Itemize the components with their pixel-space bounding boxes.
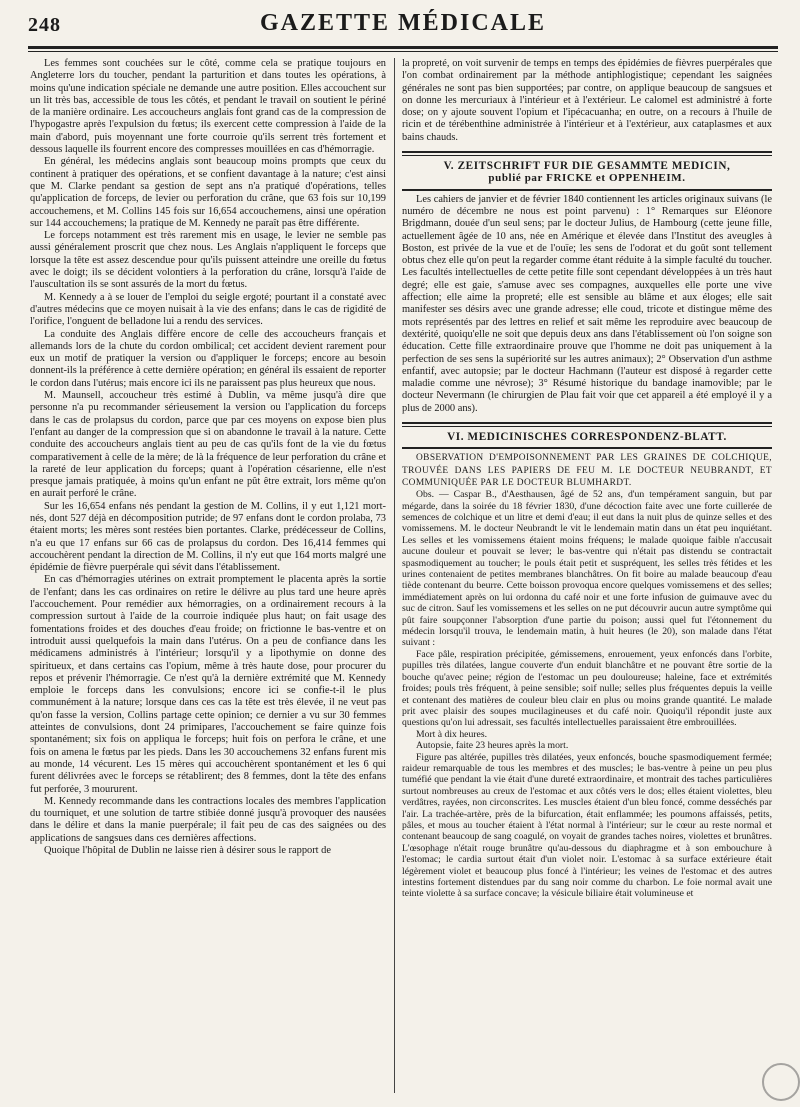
paragraph: Les femmes sont couchées sur le côté, comme cela se pratique toujours en Angleterre lors du toucher, pendant la parturition et dans toutes les opérations, à moins qu'une indication spéciale ne demande une autre position. Elles accouchent sur un lit très bas, accessible de tous les côtés, et pendant le travail on soutient le périné de la manière ordinaire. Les accoucheurs anglais font grand cas de la compression de l'hypogastre après l'expulsion du fœtus; ils exercent cette compression à l'aide de la main d'abord, puis moyennant une forte courroie qu'ils serrent très fortement et dessous laquelle ils fourrent encore des compresses mouillées en cas d'hémorragie. xyxy=(30,58,386,156)
death-line: Mort à dix heures. xyxy=(416,728,488,740)
paragraph: M. Maunsell, accoucheur très estimé à Dublin, va même jusqu'à dire que personne n'a pu recommander sérieusement la version ou l'application du forceps dans le cas de prolapsus du cordon, parce que par ces moyens on expose bien plus l'enfant au danger de la compression que si on abandonne le travail à la nature. Cette conduite des accoucheurs anglais tient au peu de cas qu'ils font de la vie du fœtus comparativement à celle de la mère; de là la fréquence de leur perforation du crâne et la rareté de leur application du forceps; quant à l'opération césarienne, elle n'est presque jamais pratiquée, à moins qu'un enfant ne pût être extrait, lors même qu'on en aurait perforé le crâne. xyxy=(30,390,386,500)
paragraph: la propreté, on voit survenir de temps en temps des épidémies de fièvres puerpérales que l'on combat ordinairement par la méthode antiphlogistique; cependant les saignées générales ne sont pas bien supportées; par contre, on applique beaucoup de sangsues et on donne les mercuriaux à l'intérieur et à l'extérieur. Le calomel est administré à forte dose; on y ajoute souvent l'opium et l'ipécacuanha; en outre, on a recours à l'huile de ricin et de térébenthine administrée à l'intérieur et à l'extérieur, aux cataplasmes et aux bains chauds. xyxy=(402,58,772,143)
section-rule xyxy=(402,422,772,424)
section-vi-title: VI. MEDICINISCHES CORRESPONDENZ-BLATT. xyxy=(447,431,727,444)
paragraph: Sur les 16,654 enfans nés pendant la gestion de M. Collins, il y eut 1,121 mort-nés, dont 527 déjà en décomposition putride; de 97 enfans dont le cordon prolaba, 73 étaient morts; les mères sont restées bien portantes. Clarke, prédécesseur de Collins, n'a eu que 17 enfans sur 66 cas de prolapsus du cordon. Des 16,414 femmes qui accouchèrent pendant la direction de M. Collins, il n'y eut que 164 morts malgré une épidémie de fièvre puerpérale qui sévit dans l'établissement. xyxy=(30,500,386,574)
section-rule xyxy=(402,426,772,427)
page-number: 248 xyxy=(28,14,61,36)
section-rule xyxy=(402,155,772,156)
paragraph: Le forceps notamment est très rarement mis en usage, le levier ne semble pas aussi généralement proscrit que chez nous. Les Anglais n'appliquent le forceps que lorsque la tête est assez descendue pour qu'ils puissent atteindre une oreille du fœtus avec le doigt; ils se décident volontiers à la perforation du crâne, lorsqu'à l'aide de l'auscultation ils se sont assurés de la mort du fœtus. xyxy=(30,230,386,291)
section-v-heading xyxy=(402,151,772,191)
paragraph: Obs. — Caspar B., d'Aesthausen, âgé de 52 ans, d'un tempérament sanguin, but par mégarde, dans la soirée du 18 février 1830, d'une décoction faite avec une forte cuillerée de semences de colchique et un litre et demi d'eau; il eut dans la nuit plus de quinze selles et des vomissemens. M. le docteur Neubrandt le vit le lendemain matin dans un état peu inquiétant. Les selles et les vomissemens étaient moins fréquens; le malade quoique faible n'accusait aucune douleur et pouvait se lever; le bas-ventre qui n'était pas distendu se contractait spasmodiquement au toucher; le pouls était petit et suspréquent, les selles très fétides et les urines contenaient de petites membranes blanchâtres. On fit boire au malade beaucoup d'eau tiède contenant du beurre. Cette boisson provoqua encore quelques vomissemens et des selles; immédiatement après on lui ordonna du café noir et une forte infusion de guimauve avec du suc de citron. Sauf les vomissemens et les selles on ne put découvrir aucun autre symptôme qui pût faire soupçonner l'absorption d'une partie du poison; aussi quel fut l'étonnement du médecin lorsqu'il trouva, le lendemain matin, à huit heures (le 20), son malade dans l'état suivant : xyxy=(402,489,772,649)
right-column xyxy=(402,58,772,1098)
section-rule xyxy=(402,189,772,191)
section-vi-heading xyxy=(402,422,772,449)
journal-title: GAZETTE MÉDICALE xyxy=(259,10,547,36)
header-rule-thin xyxy=(28,51,778,52)
paragraph: M. Kennedy a à se louer de l'emploi du seigle ergoté; pourtant il a constaté avec d'autres médecins que ce moyen nuisait à la vie des enfans; dans le cas de rigidité de l'orifice, l'onguent de belladone lui a rendu des services. xyxy=(30,291,386,328)
paragraph: En général, les médecins anglais sont beaucoup moins prompts que ceux du continent à pratiquer des opérations, et se confient davantage à la nature; c'est ainsi que M. Clarke pendant sa gestion de sept ans n'a pratiqué d'opérations, telles qu'application de forceps, de levier ou perforation du crâne, que 63 fois sur 10,199 accouchemens, et M. Collins 145 fois sur 16,654 accouchemens, ainsi une opération sur 144 accouchemens; la pratique de M. Kennedy ne paraît pas être différente. xyxy=(30,156,386,229)
paragraph: La conduite des Anglais diffère encore de celle des accoucheurs français et allemands lors de la chute du cordon ombilical; cet accident devient rarement pour eux un motif de pratiquer la version ou d'appliquer le forceps; encore au besoin donnent-ils la préférence à cette dernière opération; en général ils essaient de reporter le cordon dans l'utérus; mais encore ici ils ne paraissent pas plus heureux que nous. xyxy=(30,328,386,389)
column-divider xyxy=(394,58,395,1093)
left-column xyxy=(30,58,386,1098)
section-v-subtitle: publié par FRICKE et OPPENHEIM. xyxy=(488,172,686,185)
header-rule-thick xyxy=(28,46,778,49)
paragraph: Face pâle, respiration précipitée, gémissemens, enrouement, yeux enfoncés dans l'orbite, pupilles très dilatées, langue couverte d'un enduit blanchâtre et ne pouvant être sortie de la bouche qu'avec peine; région de l'estomac un peu douloureuse; haleine, face et extrémités froides; pouls très fréquent, à peine sensible; soif nulle; selles plus fréquentes depuis la veille et contenant des matières de couleur bleu clair en plus ou moins grande quantité. Le malade prit avec plaisir des soupes mucilagineuses et du café noir. Quoiqu'il répondit juste aux questions qu'on lui adressait, ses facultés intellectuelles paraissaient être embrouillées. xyxy=(402,648,772,729)
library-stamp-icon xyxy=(762,1063,800,1101)
paragraph: Les cahiers de janvier et de février 1840 contiennent les articles originaux suivans (le numéro de décembre ne nous est point parvenu) : 1° Remarques sur Eléonore Brigdmann, douée d'un seul sens; par le docteur Julius, de Hambourg (cette jeune fille, actuellement âgée de 10 ans, née en Amérique et élevée dans l'Institut des aveugles à Boston, est privée de la vue et de l'ouïe; les sens de l'odorat et du goût sont tellement obtus chez elle qu'on peut la regarder comme étant réduite à la simple faculté du toucher. Les facultés intellectuelles de cette petite fille sont cependant développées à un très haut degré; elle est gaie, s'amuse avec ses compagnes, auxquelles elle porte une vive affection; elle aime la propreté; elle est sensible au blâme et aux éloges; elle sait manifester ses désirs avec une grande adresse; elle coud, tricote et distingue même des mots représentés par des lettres en relief et sait même les reproduire avec beaucoup de dextérité, quoiqu'elle ne soit que depuis deux ans dans l'établissement où l'on soigne son éducation. Cette fille extraordinaire prouve que l'homme ne doit pas uniquement à la perfection de ses sens la supériorité sur les autres animaux); 2° Observation d'un asthme enfantif, avec autopsie; par le docteur Hachmann (l'auteur est disposé à regarder cette maladie comme une névrose); 3° Résumé historique du bandage inamovible; par le docteur Nevermann (le chirurgien de Plau fait voir que cet appareil a été employé il y a plus de 2000 ans). xyxy=(402,193,772,414)
observation-heading: OBSERVATION D'EMPOISONNEMENT PAR LES GRAINES DE COLCHIQUE, TROUVÉE DANS LES PAPIERS DE FEU M. LE DOCTEUR NEUBRANDT, ET COMMUNIQUÉE PAR LE DOCTEUR BLUMHARDT. xyxy=(402,453,772,488)
section-rule xyxy=(402,447,772,449)
paragraph: En cas d'hémorragies utérines on extrait promptement le placenta après la sortie de l'enfant; dans les cas ordinaires on retire le délivre au plus tard une heure après l'accouchement. Pour remédier aux hémorragies, on a ordinairement recours à la compression surtout à l'aide de la courroie indiquée plus haut; on fait usage des fomentations froides et des douches d'eau froide; on frictionne le bas-ventre et on introduit aussi quelquefois la main dans l'utérus. On a peu de confiance dans les médicamens administrés à l'intérieur; lorsqu'il y a lipothymie on donne des spiritueux, et dans certains cas l'opium, même à très haute dose, pour procurer du repos et prévenir l'hémorragie. Ce n'est qu'à la dernière extrémité que M. Kennedy emploie le forceps dans les convulsions; encore ici se confie-t-il le plus communément à la nature; lorsque dans ces cas la tête est très élevée, il ne veut pas qu'on fasse la version, Collins partage cette opinion; ce dernier a vu sur 30 femmes atteintes de convulsions, dont 24 primipares, l'accouchement se faire quinze fois spontanément; six fois on appliqua le forceps; huit fois on perfora le crâne, et une fois on amena le fœtus par les pieds. Dans les 30 accouchemens 32 enfans furent mis au monde, 14 vécurent. Les 15 mères qui accouchèrent spontanément et les 6 qui furent délivrées avec le forceps se rétablirent; des 8 femmes, dont la tête des enfans fut perforée, 3 moururent. xyxy=(30,574,386,795)
section-rule xyxy=(402,151,772,153)
paragraph: Figure pas altérée, pupilles très dilatées, yeux enfoncés, bouche spasmodiquement fermée; raideur remarquable de tous les membres et des muscles; le bas-ventre à peine un peu plus tuméfié que pendant la vie était d'une dureté extraordinaire, et montrait des taches particulières surtout nombreuses au creux de l'estomac et aux côtés vers le dos; elles étaient violettes, bleu verdâtres, rayées, non circonscrites. Les muscles étaient d'un bleu foncé, comme desséchés par l'air. La trachée-artère, près de la bifurcation, était enflammée; les poumons affaissés, petits, pâles, et mous au toucher étaient à l'état normal à l'intérieur; sur le cœur au reste normal et contenant beaucoup de sang coagulé, on voyait de grandes taches noires, violettes et brunâtres. L'œsophage n'était rouge brunâtre qu'au-dessous du diaphragme et à son embouchure à l'estomac; le cardia surtout était d'un violet noir. L'estomac à sa surface extérieure était légèrement violet et beaucoup plus foncé à l'intérieur; les veines de l'estomac et des autres intestins fortement distendues par du sang noir comme du charbon. Le foie normal avait une teinte violette à sa surface concave; la vésicule biliaire était volumineuse et xyxy=(402,751,772,900)
section-v-title: V. ZEITSCHRIFT FUR DIE GESAMMTE MEDICIN, xyxy=(443,160,731,173)
autopsy-line: Autopsie, faite 23 heures après la mort. xyxy=(416,740,569,752)
paragraph: Quoique l'hôpital de Dublin ne laisse rien à désirer sous le rapport de xyxy=(44,845,331,856)
paragraph: M. Kennedy recommande dans les contractions locales des membres l'application du tourniquet, et une solution de tartre stibiée donné jusqu'à provoquer des nausées dans le délire et dans la manie puerpérale; il fait peu de cas des saignées ou des applications de sangsues dans ces dernières affections. xyxy=(30,795,386,844)
